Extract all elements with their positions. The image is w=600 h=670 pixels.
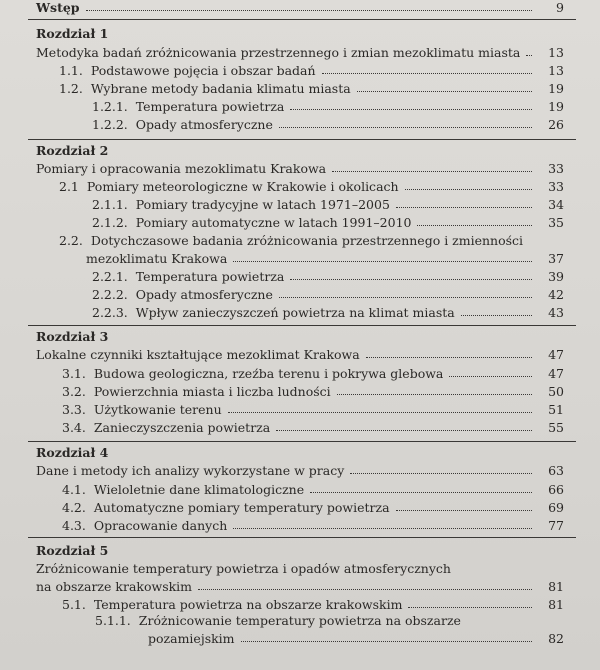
- toc-entry-1-2-1: 1.2.1. Temperatura powietrza 19: [92, 99, 564, 114]
- chapter-2-heading: Rozdział 2: [36, 143, 109, 158]
- divider: [28, 139, 576, 140]
- toc-entry-3-2: 3.2. Powierzchnia miasta i liczba ludności 50: [62, 384, 564, 399]
- toc-entry-3-4: 3.4. Zanieczyszczenia powietrza 55: [62, 420, 564, 435]
- toc-entry-2-2-line2: mezoklimatu Krakowa 37: [86, 251, 564, 266]
- toc-entry-2-2-2: 2.2.2. Opady atmosferyczne 42: [92, 287, 564, 302]
- chapter-4-heading: Rozdział 4: [36, 445, 109, 460]
- chapter-5-title-line1: Zróżnicowanie temperatury powietrza i opadów atmosferycznych: [36, 561, 451, 576]
- chapter-5-title-line2: na obszarze krakowskim 81: [36, 579, 564, 594]
- divider: [28, 537, 576, 538]
- divider: [28, 19, 576, 20]
- chapter-4-title: Dane i metody ich analizy wykorzystane w pracy 63: [36, 463, 564, 478]
- toc-entry-2-2-line1: 2.2. Dotychczasowe badania zróżnicowania przestrzennego i zmienności: [59, 233, 524, 248]
- toc-entry-4-2: 4.2. Automatyczne pomiary temperatury powietrza 69: [62, 500, 564, 515]
- toc-entry-1-1: 1.1. Podstawowe pojęcia i obszar badań 13: [59, 63, 564, 78]
- toc-entry-2-1: 2.1 Pomiary meteorologiczne w Krakowie i okolicach 33: [59, 179, 564, 194]
- chapter-2-title: Pomiary i opracowania mezoklimatu Krakowa 33: [36, 161, 564, 176]
- chapter-1-heading: Rozdział 1: [36, 26, 109, 41]
- toc-entry-5-1: 5.1. Temperatura powietrza na obszarze krakowskim 81: [62, 597, 564, 612]
- toc-entry-1-2-2: 1.2.2. Opady atmosferyczne 26: [92, 117, 564, 132]
- divider: [28, 325, 576, 326]
- toc-entry-2-2-3: 2.2.3. Wpływ zanieczyszczeń powietrza na klimat miasta 43: [92, 305, 564, 320]
- chapter-1-title: Metodyka badań zróżnicowania przestrzennego i zmian mezoklimatu miasta 13: [36, 45, 564, 60]
- toc-entry-2-2-1: 2.2.1. Temperatura powietrza 39: [92, 269, 564, 284]
- toc-entry-intro: [36, 0, 564, 15]
- toc-entry-3-1: 3.1. Budowa geologiczna, rzeźba terenu i pokrywa glebowa 47: [62, 366, 564, 381]
- toc-entry-5-1-1-line1: 5.1.1. Zróżnicowanie temperatury powietrza na obszarze: [95, 613, 461, 628]
- toc-entry-5-1-1-line2: pozamiejskim 82: [148, 631, 564, 646]
- chapter-3-title: Lokalne czynniki kształtujące mezoklimat Krakowa 47: [36, 347, 564, 362]
- chapter-3-heading: Rozdział 3: [36, 329, 109, 344]
- toc-entry-1-2: 1.2. Wybrane metody badania klimatu miasta 19: [59, 81, 564, 96]
- toc-entry-2-1-1: 2.1.1. Pomiary tradycyjne w latach 1971–2005 34: [92, 197, 564, 212]
- toc-entry-3-3: 3.3. Użytkowanie terenu 51: [62, 402, 564, 417]
- toc-entry-2-1-2: 2.1.2. Pomiary automatyczne w latach 1991–2010 35: [92, 215, 564, 230]
- divider: [28, 441, 576, 442]
- toc-entry-4-1: 4.1. Wieloletnie dane klimatologiczne 66: [62, 482, 564, 497]
- leader-dots: [86, 9, 532, 11]
- intro-label: Wstęp: [36, 0, 80, 15]
- chapter-5-heading: Rozdział 5: [36, 543, 109, 558]
- intro-page: 9: [556, 0, 564, 15]
- toc-entry-4-3: 4.3. Opracowanie danych 77: [62, 518, 564, 533]
